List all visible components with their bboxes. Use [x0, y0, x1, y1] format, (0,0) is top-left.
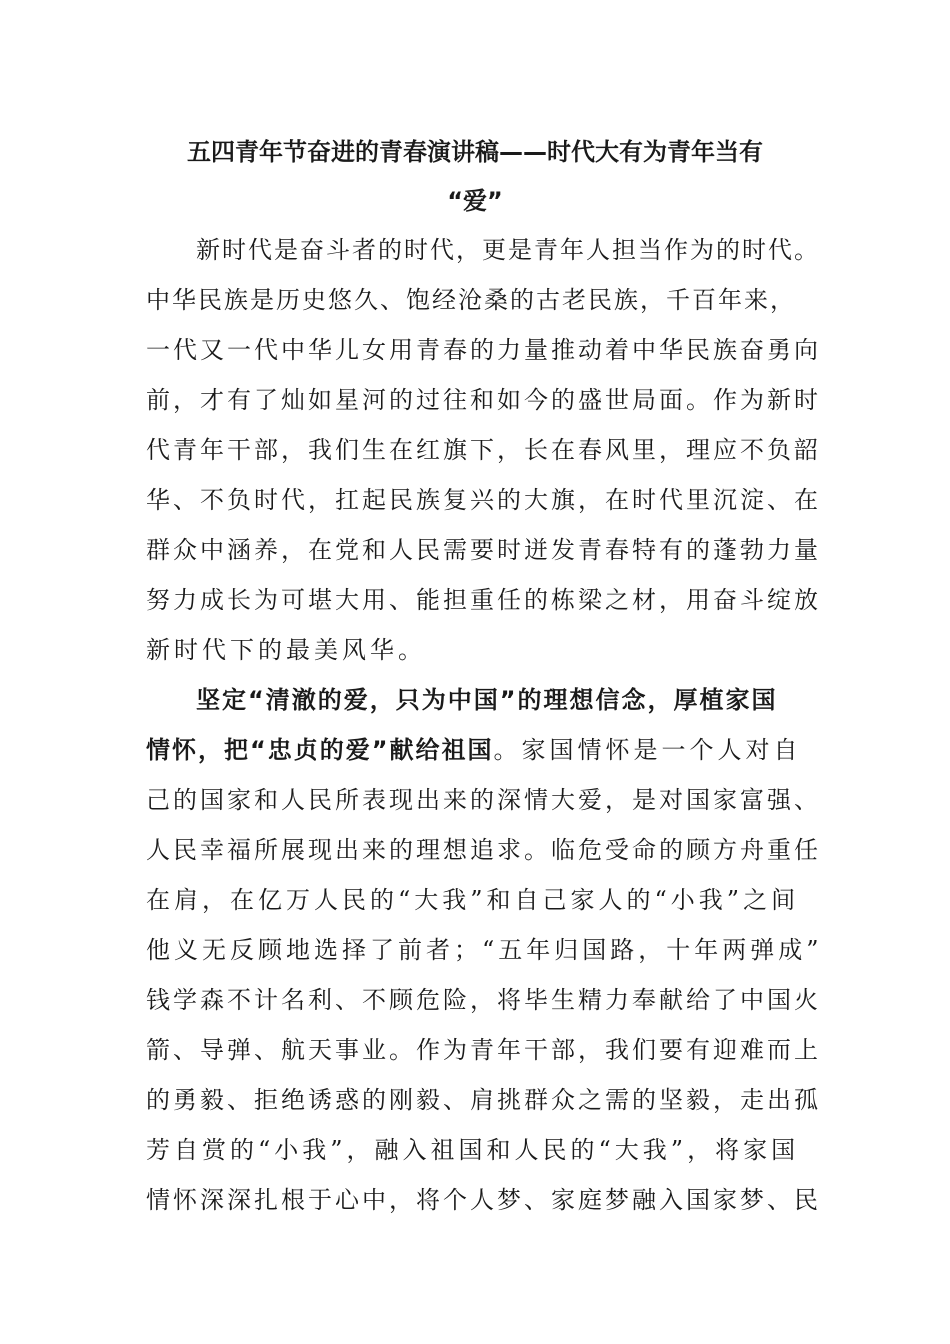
paragraph-2-line-2: [146, 733, 802, 767]
paragraph-1-line-4: 前，才有了灿如星河的过往和如今的盛世局面。作为新时: [146, 386, 821, 414]
paragraph-1-line-5: 代青年干部，我们生在红旗下，长在春风里，理应不负韶: [146, 436, 821, 464]
paragraph-2-line-8: 箭、导弹、航天事业。作为青年干部，我们要有迎难而上: [146, 1036, 821, 1064]
paragraph-2-bold-line-1: 坚定“清澈的爱，只为中国”的理想信念，厚植家国: [196, 686, 778, 714]
paragraph-2-line-6: 他义无反顾地选择了前者；“五年归国路，十年两弹成”: [146, 936, 823, 964]
paragraph-2-line-2-rest: 。家国情怀是一个人对自: [493, 736, 802, 764]
paragraph-2-line-3: 己的国家和人民所表现出来的深情大爱，是对国家富强、: [146, 786, 821, 814]
paragraph-2-line-10: 芳自赏的“小我”，融入祖国和人民的“大我”，将家国: [146, 1136, 800, 1164]
paragraph-2-line-4: 人民幸福所展现出来的理想追求。临危受命的顾方舟重任: [146, 836, 821, 864]
paragraph-2-line-5: 在肩，在亿万人民的“大我”和自己家人的“小我”之间: [146, 886, 800, 914]
paragraph-2-line-7: 钱学森不计名利、不顾危险，将毕生精力奉献给了中国火: [146, 986, 821, 1014]
paragraph-1-line-2: 中华民族是历史悠久、饱经沧桑的古老民族，千百年来，: [146, 286, 796, 314]
document-title-line-2: “爱”: [447, 187, 503, 215]
paragraph-1-line-3: 一代又一代中华儿女用青春的力量推动着中华民族奋勇向: [146, 336, 821, 364]
paragraph-2-line-9: 的勇毅、拒绝诱惑的刚毅、肩挑群众之需的坚毅，走出孤: [146, 1086, 821, 1114]
document-title-line-1: 五四青年节奋进的青春演讲稿——时代大有为青年当有: [187, 138, 763, 166]
paragraph-1-line-7: 群众中涵养，在党和人民需要时迸发青春特有的蓬勃力量: [146, 536, 821, 564]
paragraph-1-line-6: 华、不负时代，扛起民族复兴的大旗，在时代里沉淀、在: [146, 486, 821, 514]
paragraph-1-line-8: 努力成长为可堪大用、能担重任的栋梁之材，用奋斗绽放: [146, 586, 821, 614]
paragraph-2-bold-phrase: 情怀，把“忠贞的爱”献给祖国: [146, 736, 494, 764]
paragraph-2-line-11: 情怀深深扎根于心中，将个人梦、家庭梦融入国家梦、民: [146, 1186, 821, 1214]
paragraph-1-line-1: 新时代是奋斗者的时代，更是青年人担当作为的时代。: [196, 236, 820, 264]
paragraph-1-line-9: 新时代下的最美风华。: [146, 636, 426, 664]
